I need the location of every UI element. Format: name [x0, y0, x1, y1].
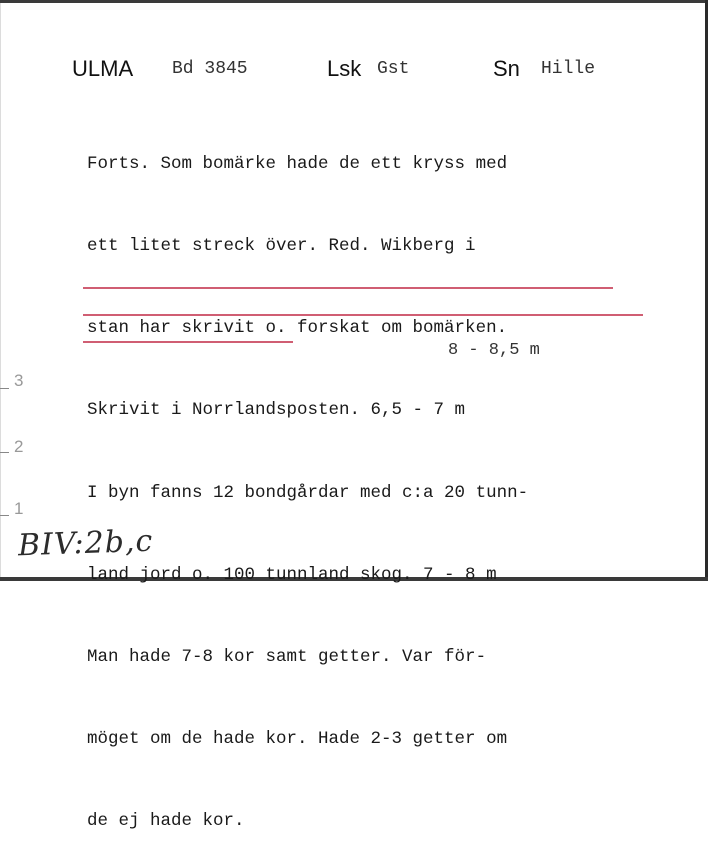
- margin-tick: [0, 452, 9, 453]
- margin-number: 2: [14, 437, 24, 456]
- header-name: ULMA: [72, 56, 134, 81]
- body-line: stan har skrivit o. forskat om bomärken.: [87, 318, 508, 339]
- scan-edge-top: [0, 0, 708, 3]
- body-line: Skrivit i Norrlandsposten. 6,5 - 7 m: [87, 400, 466, 421]
- body-line: Man hade 7-8 kor samt getter. Var för-: [87, 647, 487, 668]
- body-line: Forts. Som bomärke hade de ett kryss med: [87, 153, 508, 174]
- card-body-text: [87, 96, 677, 863]
- margin-number: 1: [14, 499, 24, 518]
- measure-note: 8 - 8,5 m: [448, 341, 540, 360]
- header-sn-label: Sn: [493, 56, 520, 81]
- margin-tick: [0, 515, 9, 516]
- body-line: ett litet streck över. Red. Wikberg i: [87, 236, 476, 257]
- header-lsk-value: Gst: [377, 59, 410, 79]
- red-underline: [83, 287, 613, 289]
- margin-tick: [0, 388, 9, 389]
- body-line: I byn fanns 12 bondgårdar med c:a 20 tunn-: [87, 482, 529, 503]
- body-line: land jord o. 100 tunnland skog. 7 - 8 m: [87, 564, 497, 585]
- handwritten-call-number: BIV:2b,c: [17, 523, 154, 564]
- header-sn-value: Hille: [541, 59, 596, 79]
- header-lsk-label: Lsk: [327, 56, 362, 81]
- body-line: de ej hade kor.: [87, 811, 245, 832]
- header-bd-value: Bd 3845: [172, 59, 248, 79]
- red-underline: [83, 341, 293, 343]
- body-line: möget om de hade kor. Hade 2-3 getter om: [87, 729, 508, 750]
- margin-number: 3: [14, 371, 24, 390]
- red-underline: [83, 314, 643, 316]
